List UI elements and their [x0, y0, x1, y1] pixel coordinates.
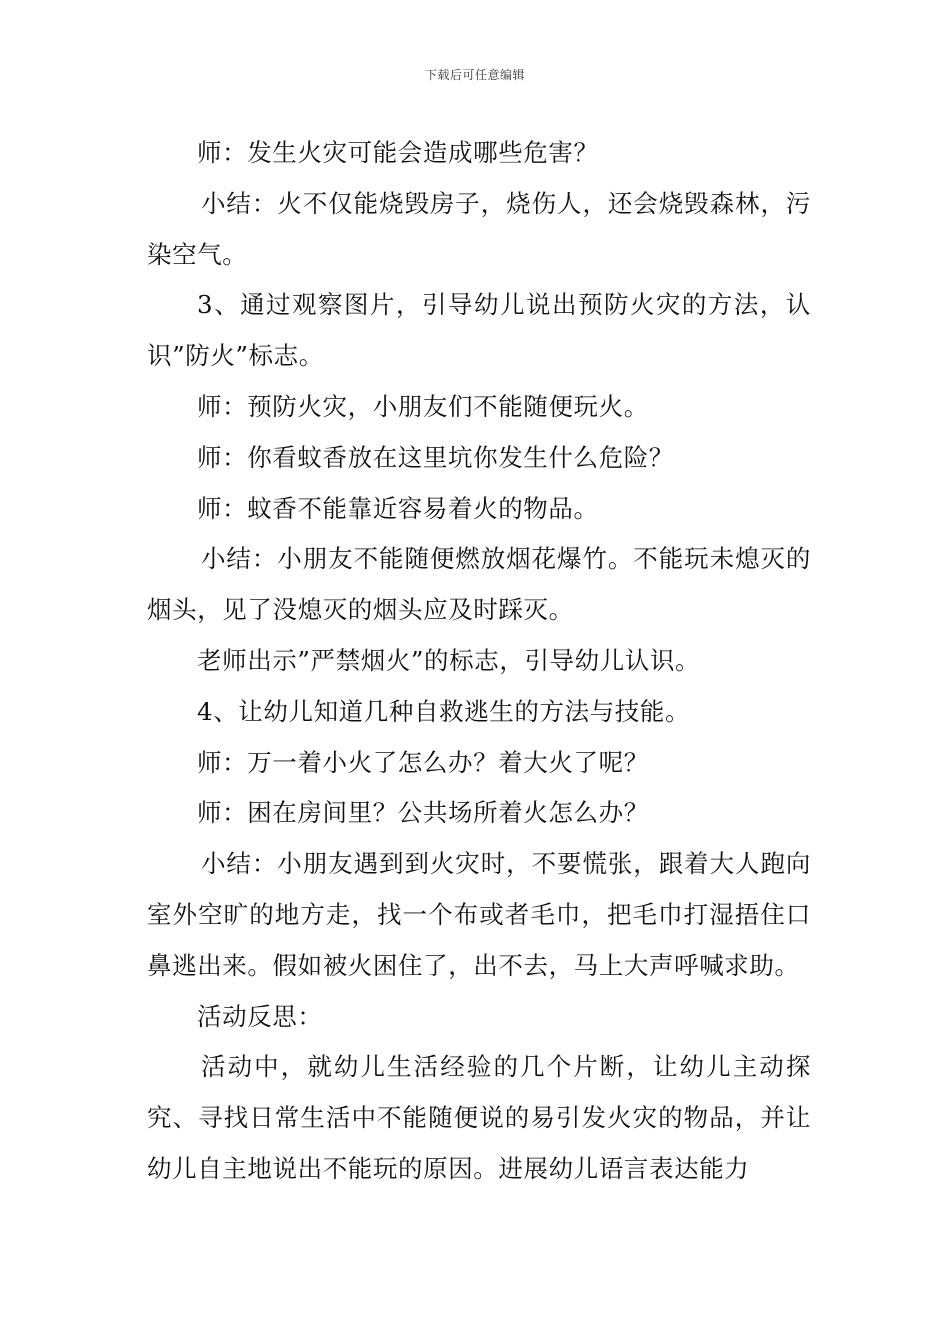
paragraph: 师：你看蚊香放在这里坑你发生什么危险？ — [197, 442, 674, 472]
paragraph: 3、通过观察图片，引导幼儿说出预防火灾的方法，认识”防火”标志。 — [147, 290, 811, 371]
page-header: 下载后可任意编辑 — [424, 68, 525, 82]
paragraph: 活动反思： — [197, 1001, 323, 1031]
paragraph: 小结：火不仅能烧毁房子，烧伤人，还会烧毁森林，污染空气。 — [147, 188, 811, 269]
paragraph: 活动中，就幼儿生活经验的几个片断，让幼儿主动探究、寻找日常生活中不能随便说的易引发火灾的物品，并让幼儿自主地说出不能玩的原因。进展幼儿语言表达能力 — [147, 1052, 811, 1183]
document-body — [147, 128, 811, 1195]
paragraph: 老师出示”严禁烟火”的标志，引导幼儿认识。 — [197, 645, 701, 675]
paragraph: 小结：小朋友不能随便燃放烟花爆竹。不能玩未熄灭的烟头，见了没熄灭的烟头应及时踩灭。 — [147, 544, 811, 625]
paragraph: 4、让幼儿知道几种自救逃生的方法与技能。 — [197, 696, 691, 726]
paragraph: 师：万一着小火了怎么办？着大火了呢？ — [197, 747, 649, 777]
paragraph: 师：困在房间里？公共场所着火怎么办？ — [197, 798, 649, 828]
paragraph: 师：预防火灾，小朋友们不能随便玩火。 — [197, 391, 649, 421]
paragraph: 师：发生火灾可能会造成哪些危害？ — [197, 138, 599, 167]
paragraph: 师：蚊香不能靠近容易着火的物品。 — [197, 493, 599, 523]
paragraph: 小结：小朋友遇到到火灾时，不要慌张，跟着大人跑向室外空旷的地方走，找一个布或者毛巾，把毛巾打湿捂住口鼻逃出来。假如被火困住了，出不去，马上大声呼喊求助。 — [147, 849, 811, 980]
